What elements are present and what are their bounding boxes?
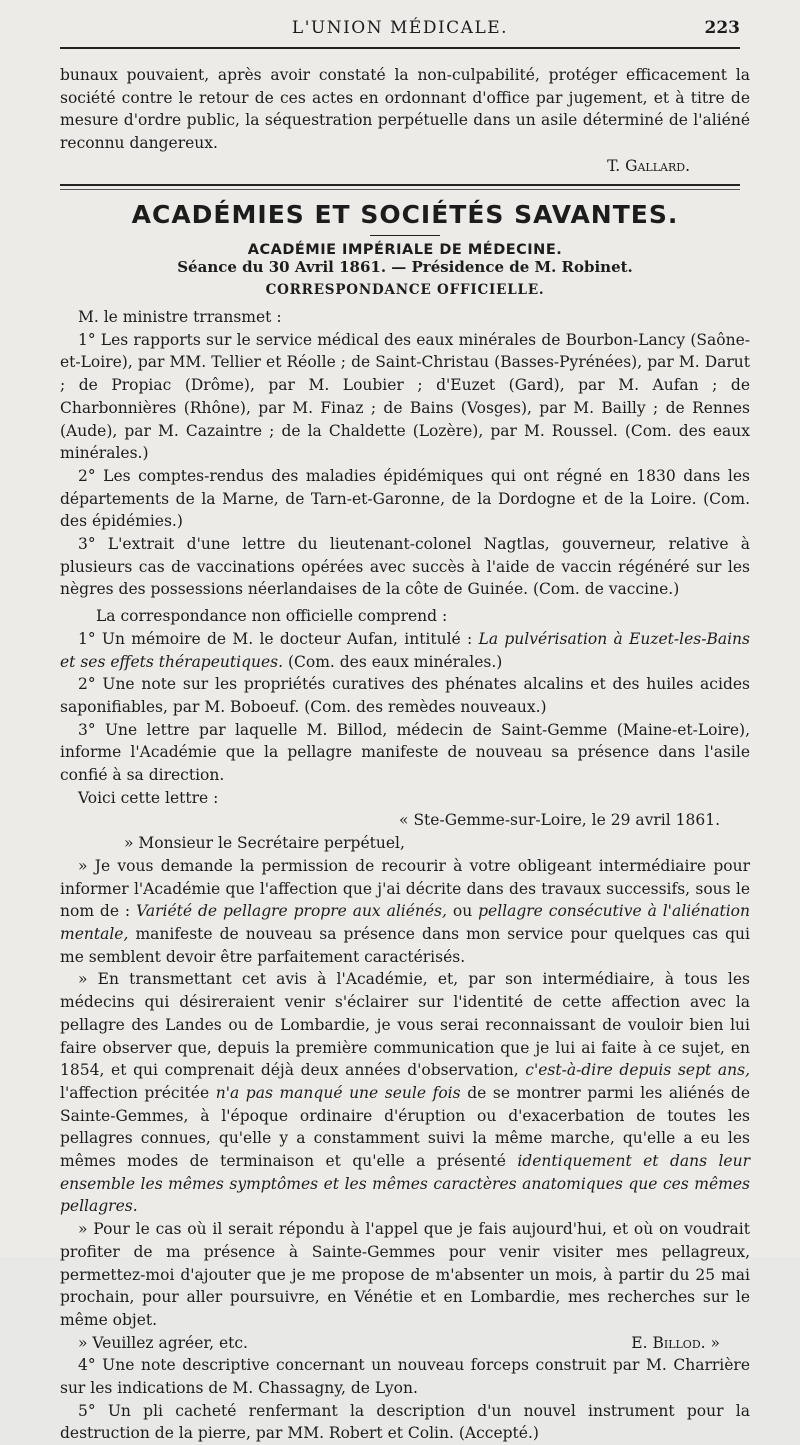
- running-title: L'UNION MÉDICALE.: [291, 18, 509, 38]
- letter-closing: » Veuillez agréer, etc.: [78, 1333, 248, 1352]
- letter-paragraph-3: » Pour le cas où il serait répondu à l'appel que je fais aujourd'hui, et où on voudrait profiter de ma présence à Sainte-Gemmes pour venir visiter mes pellagreux, permettez-moi d'ajouter que je me propose de m'absenter un mois, à partir du 25 mai prochain, pour aller poursuivre, en Vénétie et en Lombardie, mes recherches sur le même objet.: [60, 1220, 750, 1329]
- nonofficial-item-5: 5° Un pli cacheté renfermant la description d'un nouvel instrument pour la destruction de la pierre, par MM. Robert et Colin. (Accepté.): [60, 1401, 750, 1443]
- title-rule: [370, 235, 440, 236]
- letter-salutation: » Monsieur le Secrétaire perpétuel,: [124, 834, 405, 853]
- continuation-block: [60, 64, 750, 178]
- nonofficial-item-2: 2° Une note sur les propriétés curatives des phénates alcalins et des huiles acides saponifiables, par M. Boboeuf. (Com. des remèdes nouveaux.): [60, 675, 750, 716]
- correspondence-heading: CORRESPONDANCE OFFICIELLE.: [265, 282, 545, 298]
- nonofficial-item-1: 1° Un mémoire de M. le docteur Aufan, intitulé : La pulvérisation à Euzet-les-Bains et ses effets thérapeutiques. (Com. des eaux minérales.): [60, 629, 750, 671]
- nonofficial-item-4: 4° Une note descriptive concernant un nouveau forceps construit par M. Charrière sur les indications de M. Chassagny, de Lyon.: [60, 1356, 750, 1398]
- section-rule-bottom: [60, 189, 740, 190]
- continuation-paragraph: bunaux pouvaient, après avoir constaté la non-culpabilité, protéger efficacement la société contre le retour de ces actes en ordonnant d'office par jugement, et à titre de mesure d'ordre public, la séquestration perpétuelle dans un asile déterminé de l'aliéné reconnu dangereux.: [60, 66, 750, 153]
- letter-paragraph-2: » En transmettant cet avis à l'Académie, et, par son intermédiaire, à tous les médecins qui désireraient venir s'éclairer sur l'identité de cette affection avec la pellagre des Landes ou de Lombardie, je vous serai reconnaissant de vouloir bien lui faire observer que, depuis la première communication que je lui ai faite à ce sujet, en 1854, et qui comprenait déjà deux années d'observation, c'est-à-dire depuis sept ans, l'affection précitée n'a pas manqué une seule fois de se montrer parmi les aliénés de Sainte-Gemmes, à l'époque ordinaire d'éruption ou d'exacerbation de toutes les pellagres connues, qu'elle y a constamment suivi la même marche, qu'elle a eu les mêmes modes de terminaison et qu'elle a présenté identiquement et dans leur ensemble les mêmes symptômes et les mêmes caractères anatomiques que ces mêmes pellagres.: [60, 970, 751, 1216]
- section-rule-top: [60, 184, 740, 186]
- header-rule: [60, 47, 740, 49]
- letter-intro: Voici cette lettre :: [78, 788, 219, 807]
- intro-line: M. le ministre trransmet :: [78, 308, 282, 326]
- seance-line: Séance du 30 Avril 1861. — Présidence de M. Robinet.: [177, 258, 633, 276]
- official-item-3: 3° L'extrait d'une lettre du lieutenant-colonel Nagtlas, gouverneur, relative à plusieurs cas de vaccinations opérées avec succès à l'aide de vaccin régénéré sur les nègres des possessions néerlandaises de la côte de Guinée. (Com. de vaccine.): [60, 535, 750, 599]
- academy-title: ACADÉMIE IMPÉRIALE DE MÉDECINE.: [247, 242, 563, 258]
- main-content: [60, 196, 750, 1445]
- official-item-2: 2° Les comptes-rendus des maladies épidémiques qui ont régné en 1830 dans les départements de la Marne, de Tarn-et-Garonne, de la Dordogne et de la Loire. (Com. des épidémies.): [60, 466, 750, 531]
- page-header: [60, 18, 740, 44]
- nonofficial-intro: La correspondance non officielle comprend :: [96, 607, 448, 626]
- letter-closing-row: [60, 1332, 750, 1355]
- nonofficial-item-3: 3° Une lettre par laquelle M. Billod, médecin de Saint-Gemme (Maine-et-Loire), informe l'Académie que la pellagre manifeste de nouveau sa présence dans l'asile confié à sa direction.: [60, 720, 750, 785]
- letter-signature: E. Billod. »: [631, 1333, 720, 1352]
- article-signature: T. Gallard.: [607, 156, 690, 175]
- letter-date: « Ste-Gemme-sur-Loire, le 29 avril 1861.: [399, 811, 720, 830]
- letter-paragraph-1: » Je vous demande la permission de recourir à votre obligeant intermédiaire pour informer l'Académie que l'affection que j'ai décrite dans des travaux successifs, sous le nom de : Variété de pellagre propre aux aliénés, ou pellagre consécutive à l'aliénation mentale, manifeste de nouveau sa présence dans mon service pour quelques cas qui me semblent devoir être parfaitement caractérisés.: [60, 856, 750, 966]
- section-title: ACADÉMIES ET SOCIÉTÉS SAVANTES.: [131, 200, 679, 229]
- page-number: 223: [704, 18, 740, 38]
- official-item-1: 1° Les rapports sur le service médical des eaux minérales de Bourbon-Lancy (Saône-et-Loire), par MM. Tellier et Réolle ; de Saint-Christau (Basses-Pyrénées), par M. Darut ; de Propiac (Drôme), par M. Loubier ; d'Euzet (Gard), par M. Aufan ; de Charbonnières (Rhône), par M. Finaz ; de Bains (Vosges), par M. Bailly ; de Rennes (Aude), par M. Cazaintre ; de la Chaldette (Lozère), par M. Roussel. (Com. des eaux minérales.): [60, 330, 750, 463]
